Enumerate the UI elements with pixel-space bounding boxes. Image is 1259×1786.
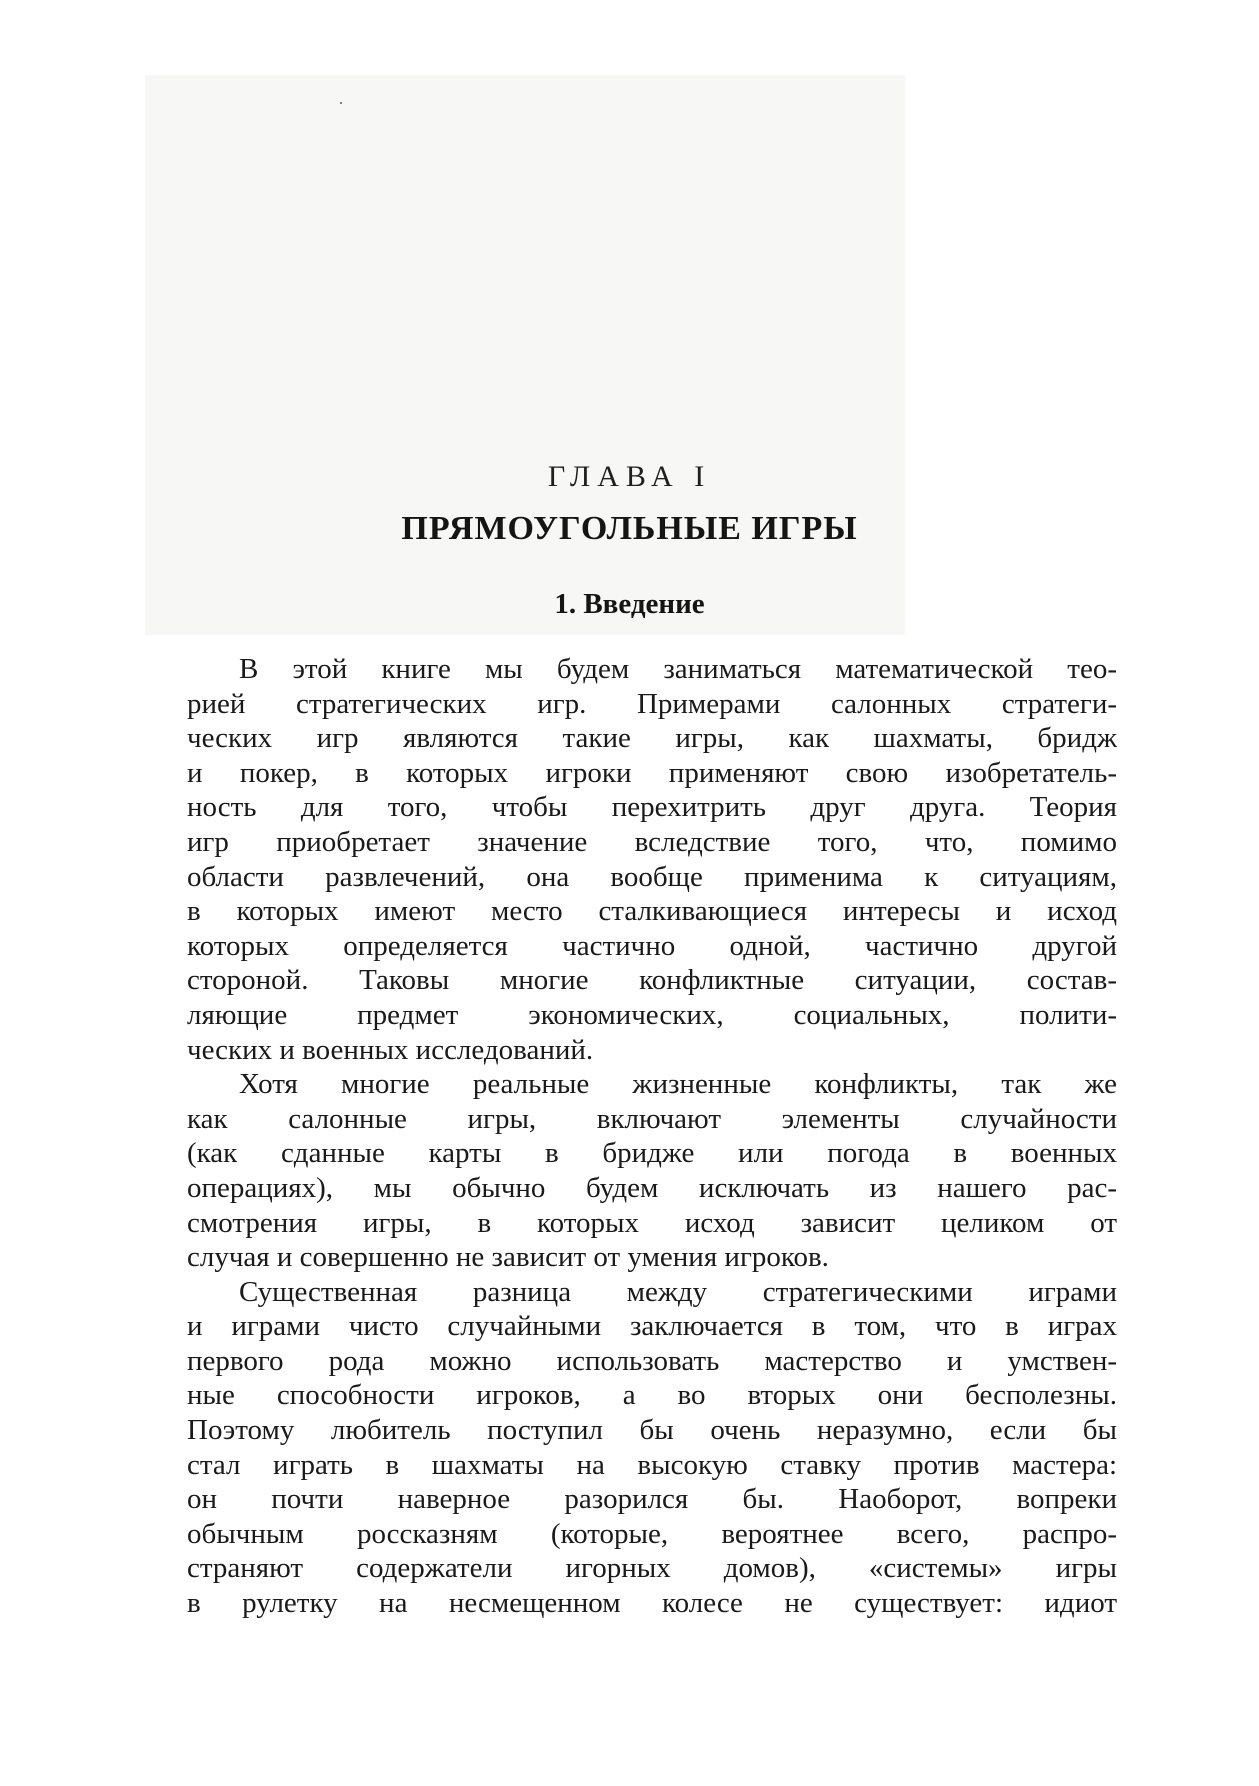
text-line: в рулетку на несмещенном колесе не существует: идиот [187, 1587, 1117, 1620]
body-text [187, 652, 1117, 1621]
text-line: ческих игр являются такие игры, как шахматы, бридж [187, 722, 1117, 755]
text-line: Существенная разница между стратегическими играми [239, 1275, 1117, 1308]
text-line: случая и совершенно не зависит от умения игроков. [187, 1241, 829, 1274]
section-heading: 1. Введение [554, 588, 705, 620]
text-line: стороной. Таковы многие конфликтные ситуации, состав- [187, 964, 1117, 997]
text-line: страняют содержатели игорных домов), «системы» игры [187, 1552, 1117, 1585]
text-line: смотрения игры, в которых исход зависит целиком от [187, 1206, 1117, 1239]
text-line: игр приобретает значение вследствие того, что, помимо [187, 825, 1117, 858]
text-line: области развлечений, она вообще применима к ситуациям, [187, 860, 1117, 893]
text-line: Хотя многие реальные жизненные конфликты, так же [239, 1068, 1117, 1101]
text-line: В этой книге мы будем заниматься математической тео- [239, 653, 1117, 685]
text-line: Поэтому любитель поступил бы очень неразумно, если бы [187, 1414, 1117, 1447]
text-line: и покер, в которых игроки применяют свою изобретатель- [187, 756, 1117, 789]
text-line: обычным россказням (которые, вероятнее всего, распро- [187, 1517, 1117, 1550]
text-line: как салонные игры, включают элементы случайности [187, 1102, 1117, 1135]
scan-speck [340, 102, 342, 104]
chapter-label: ГЛАВА I [547, 460, 712, 493]
text-line: и играми чисто случайными заключается в том, что в играх [187, 1310, 1117, 1343]
text-line: которых определяется частично одной, частично другой [187, 929, 1117, 962]
text-line: рией стратегических игр. Примерами салонных стратеги- [187, 687, 1117, 720]
text-line: стал играть в шахматы на высокую ставку против мастера: [187, 1448, 1117, 1481]
text-line: ность для того, чтобы перехитрить друг друга. Теория [187, 791, 1117, 824]
text-line: операциях), мы обычно будем исключать из нашего рас- [187, 1171, 1117, 1204]
text-line: ческих и военных исследований. [187, 1033, 594, 1066]
chapter-title: ПРЯМОУГОЛЬНЫЕ ИГРЫ [401, 510, 858, 547]
text-line: ляющие предмет экономических, социальных, полити- [187, 998, 1117, 1031]
text-line: первого рода можно использовать мастерство и умствен- [187, 1344, 1117, 1377]
text-line: ные способности игроков, а во вторых они бесполезны. [187, 1379, 1117, 1412]
text-line: (как сданные карты в бридже или погода в военных [187, 1137, 1117, 1170]
text-line: в которых имеют место сталкивающиеся интересы и исход [187, 895, 1117, 928]
scan-tint [145, 75, 905, 635]
text-line: он почти наверное разорился бы. Наоборот, вопреки [187, 1483, 1117, 1516]
